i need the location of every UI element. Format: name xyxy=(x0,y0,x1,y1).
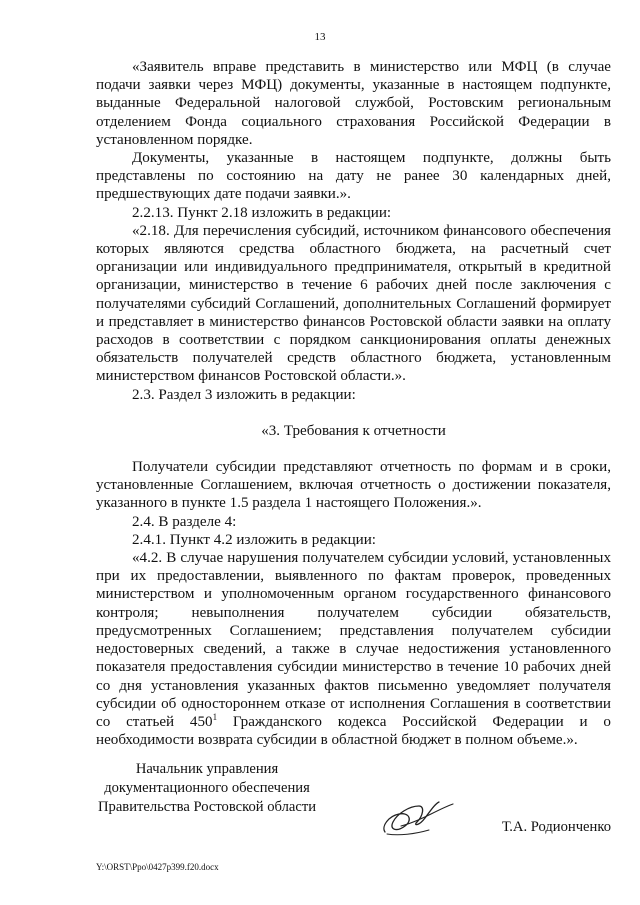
section-heading: «3. Требования к отчетности xyxy=(261,422,446,439)
paragraph-text: «4.2. В случае нарушения получателем субсидии условий, установленных при их предоставлении, выявленного по фактам проверок, проведенных министерством и уполномоченным органом государственного финансового контроля; невыполнения получателем субсидии обязательств, предусмотренных Соглашением; представления получателем субсидии недостоверных сведений, а также в случае недостижения установленного показателя предоставления субсидии министерство в течение 10 рабочих дней со дня установления указанных фактов письменно уведомляет получателя субсидии об одностороннем отказе от исполнения Соглашения в соответствии со статьей 450 xyxy=(96,550,611,730)
paragraph: 2.2.13. Пункт 2.18 изложить в редакции: xyxy=(132,204,392,221)
paragraph-text: Гражданского кодекса Российской Федерации и о необходимости возврата субсидии в областной бюджет в полном объеме.». xyxy=(96,713,611,749)
superscript: 1 xyxy=(212,711,218,722)
page-number: 13 xyxy=(314,31,326,43)
paragraph: «Заявитель вправе представить в министерство или МФЦ (в случае подачи заявки через МФЦ) документы, указанные в настоящем подпункте, выданные Федеральной налоговой службой, Ростовским региональным отделением Фонда социального страхования Российской Федерации в установленном порядке. xyxy=(96,59,611,148)
signature-block xyxy=(96,760,611,840)
position-line: Начальник управления xyxy=(135,761,279,777)
paragraph: 2.3. Раздел 3 изложить в редакции: xyxy=(132,386,356,403)
paragraph: «2.18. Для перечисления субсидий, источником финансового обеспечения которых являются средства областного бюджета, на расчетный счет организации или индивидуального предпринимателя, открытый в кредитной организации, министерство в течение 6 рабочих дней после заключения с получателями субсидий Соглашений, дополнительных Соглашений формирует и представляет в министерство финансов Ростовской области заявки на оплату расходов в соответствии с порядком санкционирования оплаты денежных обязательств получателей средств областного бюджета, установленным министерством финансов Ростовской области.». xyxy=(96,222,611,385)
signatory-name: Т.А. Родионченко xyxy=(501,819,611,835)
paragraph: Получатели субсидии представляют отчетность по формам и в сроки, установленные Соглашением, включая отчетность о достижении показателя, указанного в пункте 1.5 раздела 1 настоящего Положения.». xyxy=(96,459,611,512)
file-path-footer: Y:\ORST\Ppo\0427p399.f20.docx xyxy=(96,862,219,872)
paragraph: 2.4.1. Пункт 4.2 изложить в редакции: xyxy=(132,531,376,548)
paragraph xyxy=(96,549,611,749)
position-line: Правительства Ростовской области xyxy=(97,799,317,815)
handwritten-signature-icon xyxy=(379,796,459,840)
signatory-position xyxy=(96,760,318,817)
paragraph: 2.4. В разделе 4: xyxy=(132,513,237,530)
document-body xyxy=(96,58,611,749)
paragraph: Документы, указанные в настоящем подпункте, должны быть представлены по состоянию на дату не ранее 30 календарных дней, предшествующих дате подачи заявки.». xyxy=(96,150,611,203)
position-line: документационного обеспечения xyxy=(104,780,310,796)
